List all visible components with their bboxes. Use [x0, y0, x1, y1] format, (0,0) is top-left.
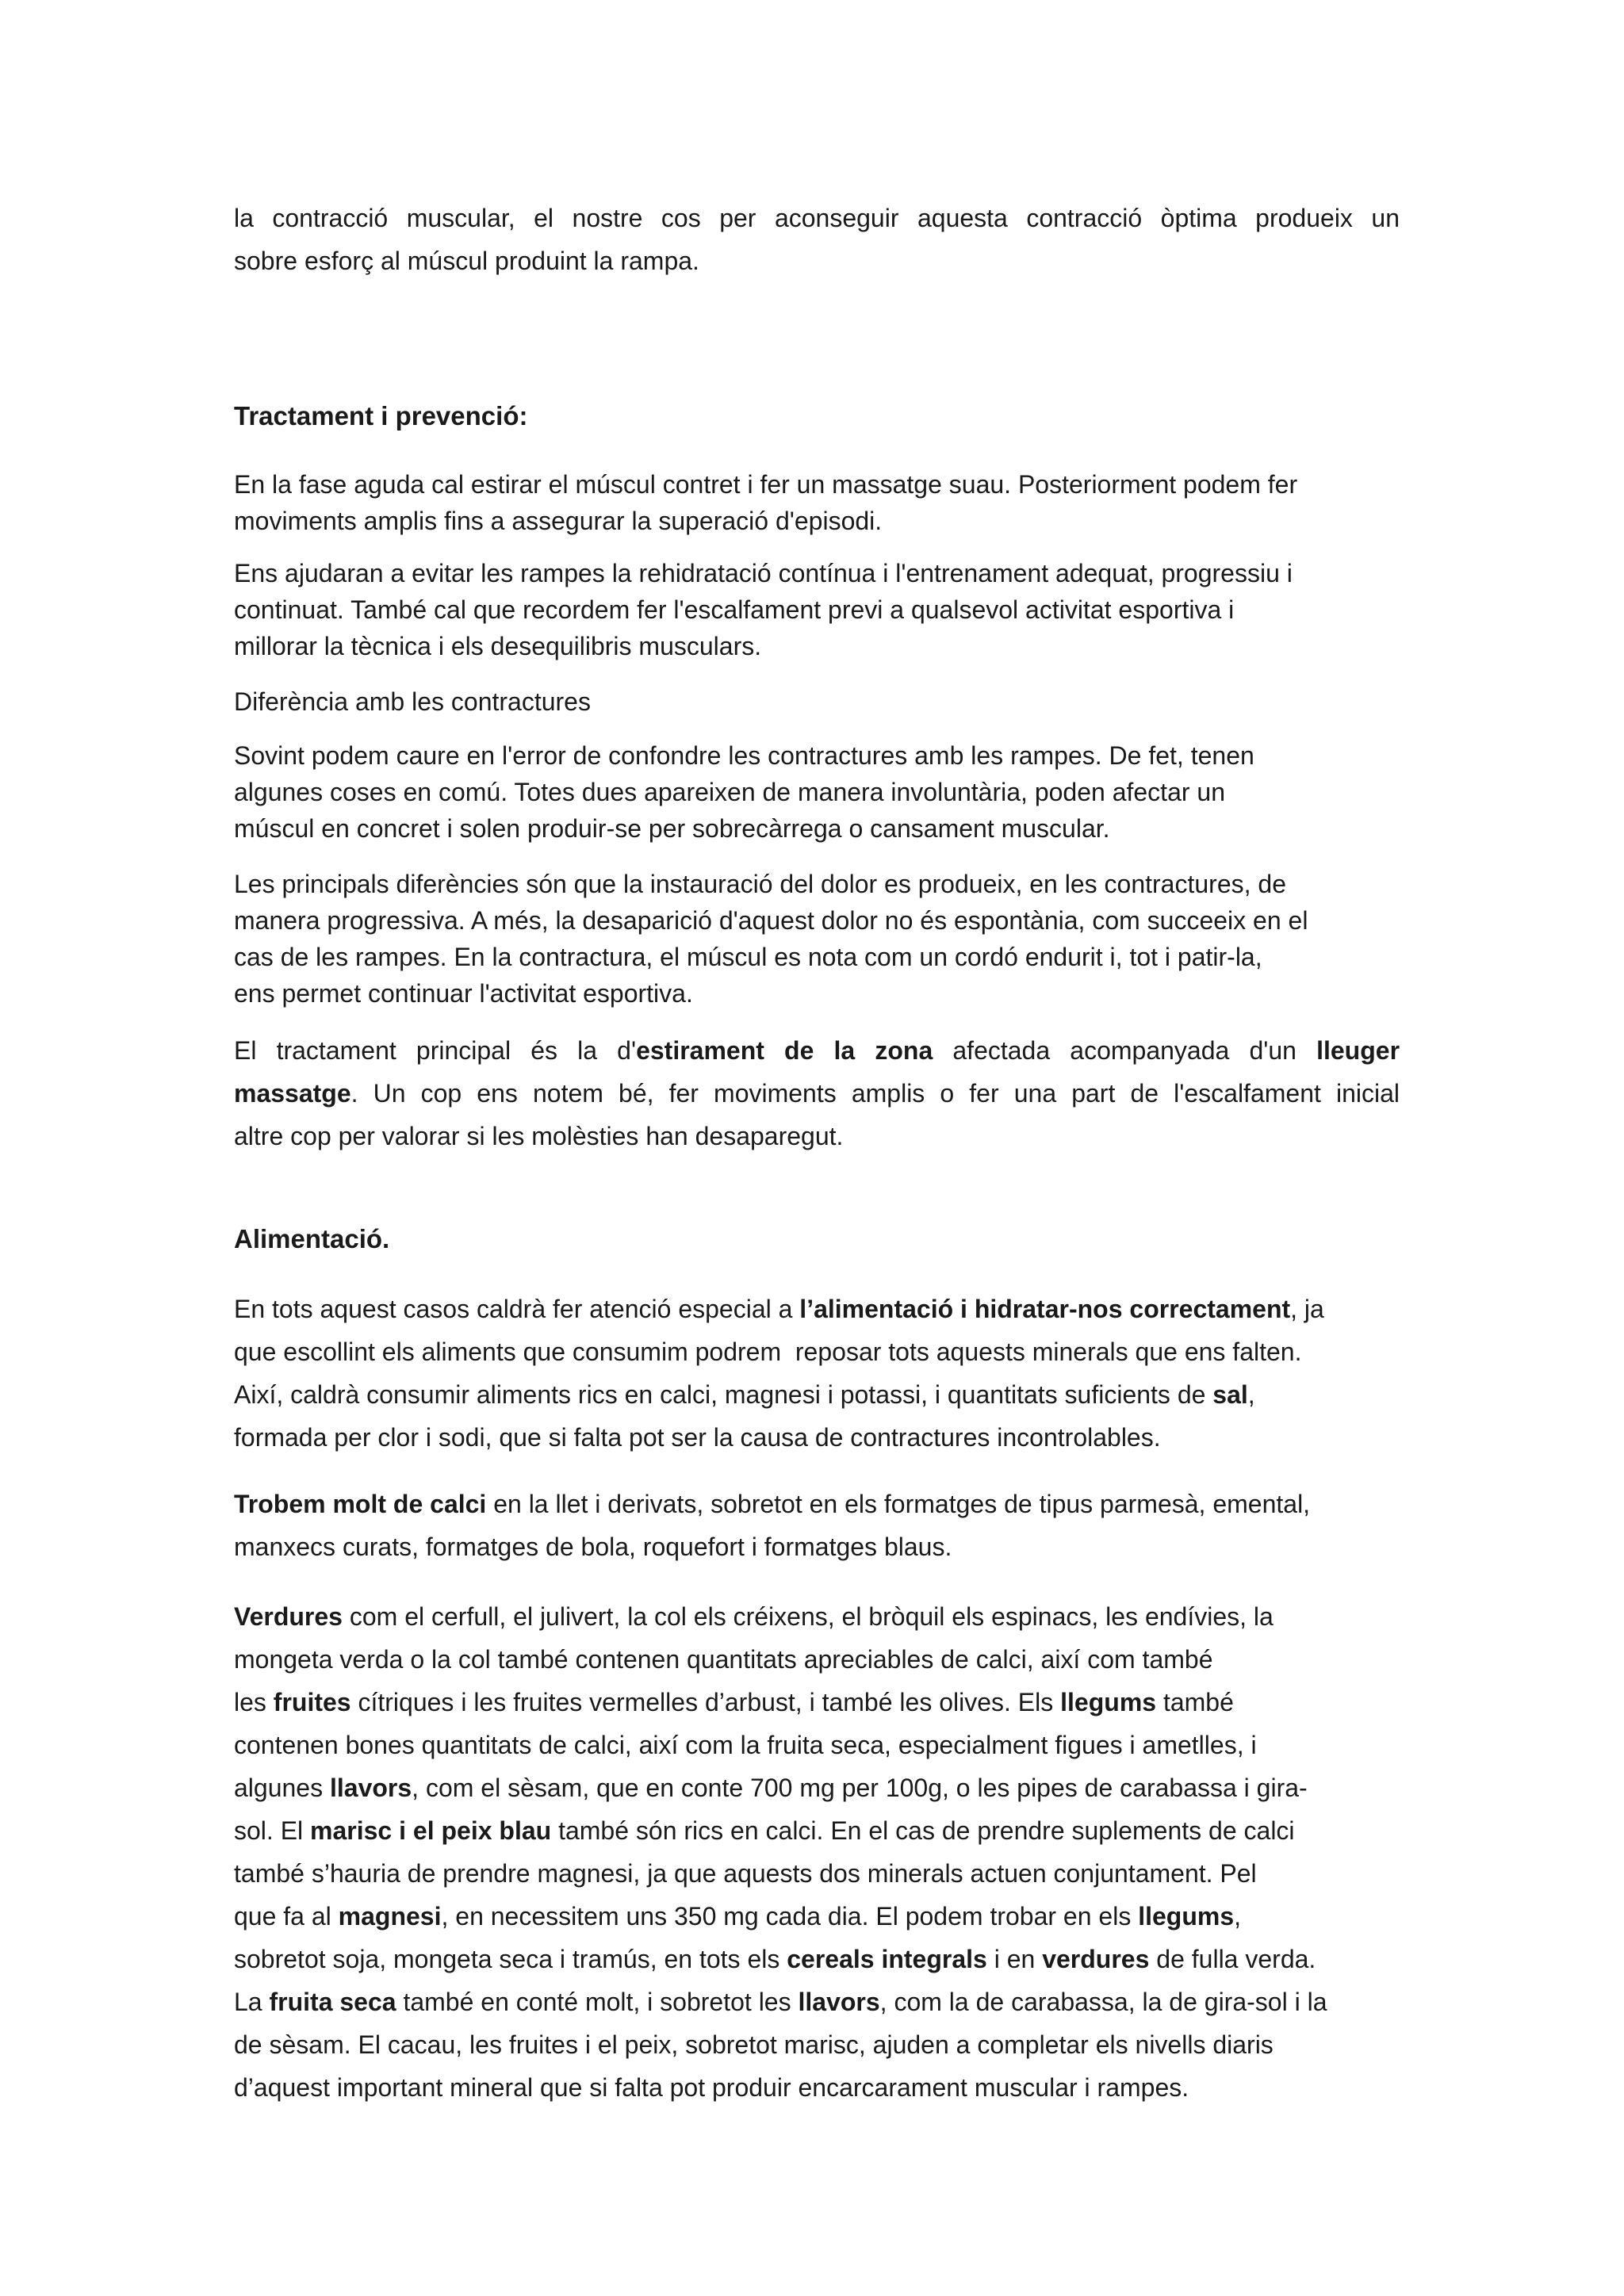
text-line: Les principals diferències són que la instauració del dolor es produeix, en les contractures, de [234, 870, 1286, 898]
nutrition-paragraph-2 [234, 1483, 1400, 1568]
text-line: Ens ajudaran a evitar les rampes la rehidratació contínua i l'entrenament adequat, progressiu i [234, 559, 1293, 587]
nutrition-paragraph-1 [234, 1288, 1400, 1459]
subtitle-contractures: Diferència amb les contractures [234, 687, 591, 716]
text-line: massatge. Un cop ens notem bé, fer moviments amplis o fer una part de l'escalfament inicial [234, 1079, 1400, 1108]
text-line: En tots aquest casos caldrà fer atenció especial a l’alimentació i hidratar-nos correctament, ja [234, 1295, 1324, 1323]
text-line: millorar la tècnica i els desequilibris musculars. [234, 632, 762, 660]
text-line: les fruites cítriques i les fruites vermelles d’arbust, i també les olives. Els llegums també [234, 1688, 1234, 1716]
text-line: cas de les rampes. En la contractura, el múscul es nota com un cordó endurit i, tot i patir-la, [234, 943, 1262, 971]
text-line: de sèsam. El cacau, les fruites i el peix, sobretot marisc, ajuden a completar els nivells diaris [234, 2030, 1274, 2059]
section-title-nutrition: Alimentació. [234, 1224, 390, 1253]
text-line: que fa al magnesi, en necessitem uns 350 mg cada dia. El podem trobar en els llegums, [234, 1902, 1242, 1931]
text-line: que escollint els aliments que consumim podrem reposar tots aquests minerals que ens falten. [234, 1337, 1302, 1366]
text-line: sol. El marisc i el peix blau també són rics en calci. En el cas de prendre suplements de calci [234, 1816, 1295, 1845]
treatment-paragraph-3 [234, 737, 1400, 847]
treatment-paragraph-5 [234, 1029, 1400, 1158]
text-line: algunes coses en comú. Totes dues apareixen de manera involuntària, poden afectar un [234, 778, 1225, 806]
text-line: mongeta verda o la col també contenen quantitats apreciables de calci, així com també [234, 1645, 1213, 1674]
text-line: contenen bones quantitats de calci, així com la fruita seca, especialment figues i ametlles, i [234, 1731, 1257, 1759]
text-line: Sovint podem caure en l'error de confondre les contractures amb les rampes. De fet, tenen [234, 741, 1254, 770]
intro-line-1: la contracció muscular, el nostre cos per aconseguir aquesta contracció òptima produeix un [234, 204, 1400, 232]
text-line: ens permet continuar l'activitat esportiva. [234, 979, 693, 1008]
text-line: sobretot soja, mongeta seca i tramús, en tots els cereals integrals i en verdures de fulla verda. [234, 1945, 1316, 1973]
intro-paragraph [234, 197, 1400, 282]
nutrition-paragraph-3 [234, 1595, 1400, 2109]
text-line: continuat. També cal que recordem fer l'escalfament previ a qualsevol activitat esportiva i [234, 595, 1235, 624]
text-line: Verdures com el cerfull, el julivert, la col els créixens, el bròquil els espinacs, les endívies, la [234, 1602, 1274, 1631]
text-line: Trobem molt de calci en la llet i derivats, sobretot en els formatges de tipus parmesà, emental, [234, 1490, 1311, 1518]
text-line: manera progressiva. A més, la desaparició d'aquest dolor no és espontània, com succeeix en el [234, 906, 1308, 935]
text-line: moviments amplis fins a assegurar la superació d'episodi. [234, 507, 883, 535]
text-line: altre cop per valorar si les molèsties han desaparegut. [234, 1122, 844, 1150]
text-line: En la fase aguda cal estirar el múscul contret i fer un massatge suau. Posteriorment podem fer [234, 470, 1298, 499]
text-line: El tractament principal és la d'estirament de la zona afectada acompanyada d'un lleuger [234, 1036, 1400, 1065]
text-line: d’aquest important mineral que si falta pot produir encarcarament muscular i rampes. [234, 2073, 1189, 2102]
text-line: La fruita seca també en conté molt, i sobretot les llavors, com la de carabassa, la de gira-sol i la [234, 1988, 1327, 2016]
intro-line-2: sobre esforç al múscul produint la rampa. [234, 247, 699, 275]
treatment-paragraph-1 [234, 466, 1400, 539]
text-line: múscul en concret i solen produir-se per sobrecàrrega o cansament muscular. [234, 814, 1110, 843]
text-line: Així, caldrà consumir aliments rics en calci, magnesi i potassi, i quantitats suficients de sal, [234, 1380, 1255, 1409]
text-line: algunes llavors, com el sèsam, que en conte 700 mg per 100g, o les pipes de carabassa i gira- [234, 1774, 1308, 1802]
text-line: també s’hauria de prendre magnesi, ja que aquests dos minerals actuen conjuntament. Pel [234, 1859, 1257, 1888]
treatment-paragraph-2 [234, 555, 1400, 664]
treatment-paragraph-4 [234, 866, 1400, 1012]
text-line: formada per clor i sodi, que si falta pot ser la causa de contractures incontrolables. [234, 1423, 1161, 1452]
text-line: manxecs curats, formatges de bola, roquefort i formatges blaus. [234, 1533, 952, 1561]
section-title-treatment: Tractament i prevenció: [234, 401, 528, 430]
